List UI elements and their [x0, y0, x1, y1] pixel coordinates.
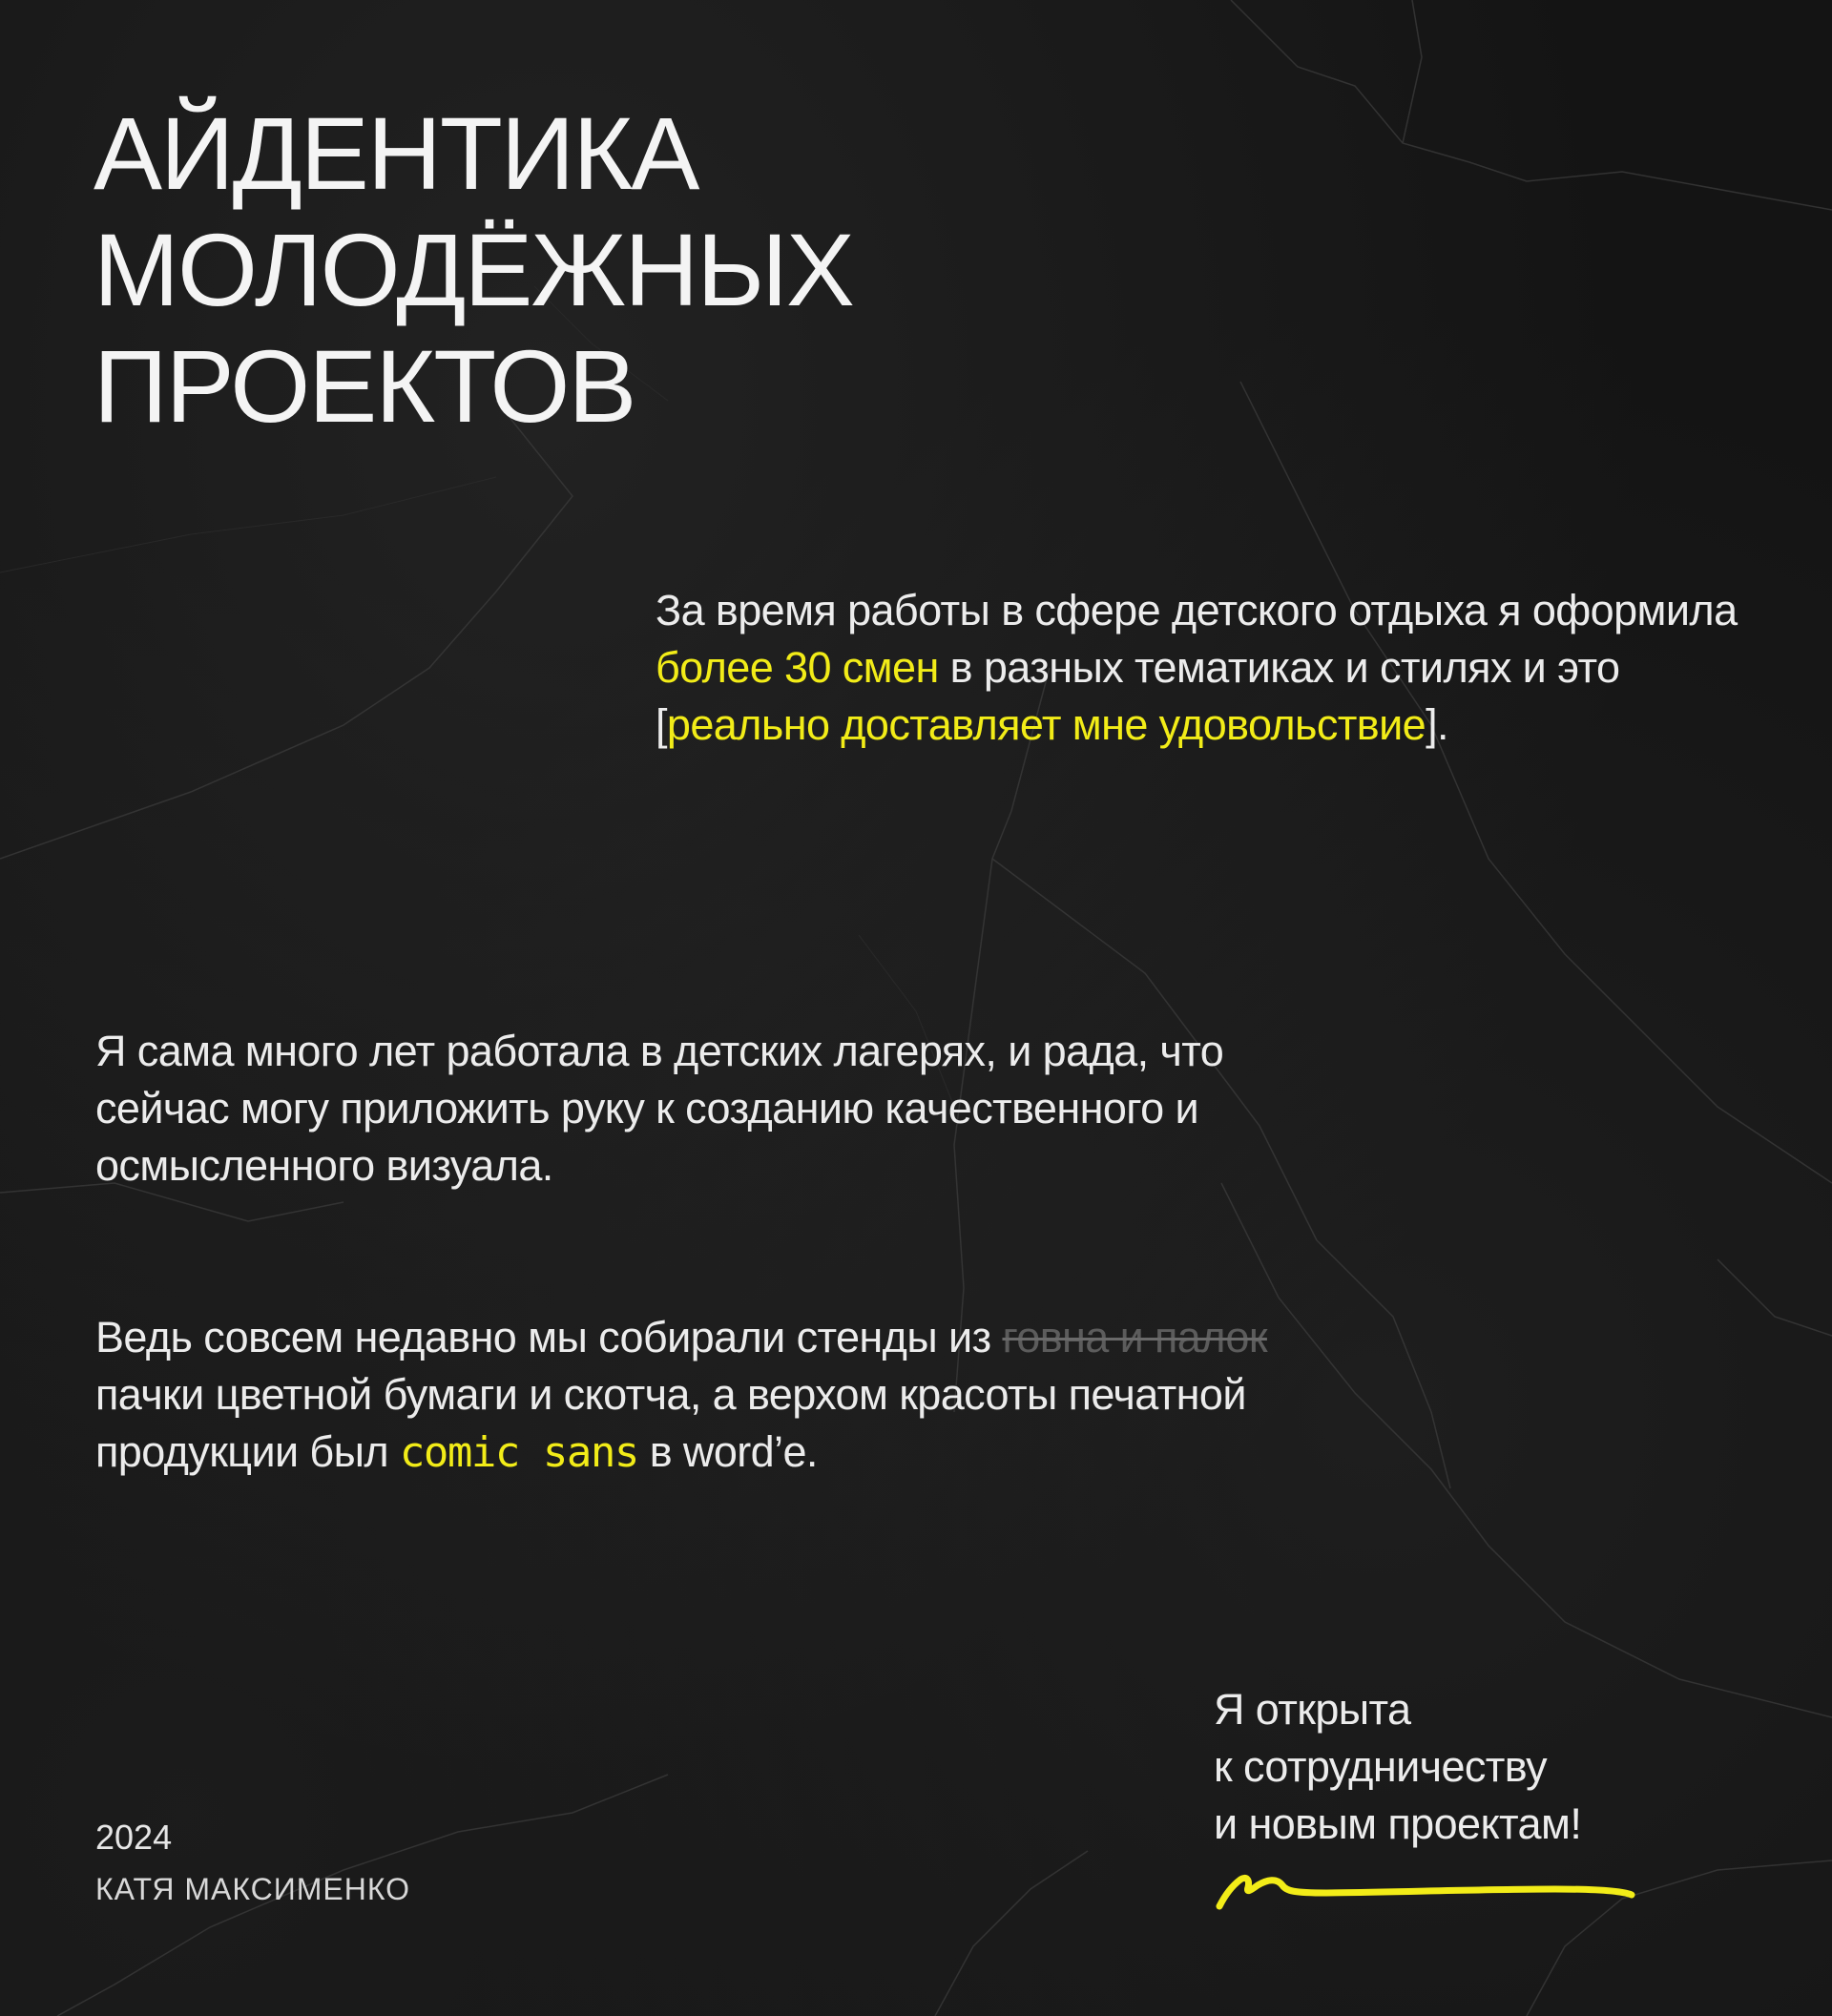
intro-highlight-pleasure: реально доставляет мне удовольствие	[666, 700, 1426, 749]
intro-highlight-shifts: более 30 смен	[656, 643, 939, 692]
title-line-1: АЙДЕНТИКА	[94, 95, 698, 211]
footer-author: КАТЯ МАКСИМЕНКО	[95, 1872, 410, 1906]
story-paragraph-2	[95, 1309, 1288, 1482]
story-text-end: в word’e.	[637, 1427, 818, 1476]
scribble-underline-icon	[1212, 1868, 1641, 1916]
intro-text-3: ].	[1426, 700, 1448, 749]
story-text-middle: пачки цветной бумаги и скотча, а верхом красоты печатной продукции был	[95, 1370, 1246, 1476]
cta-line-3: и новым проектам!	[1214, 1799, 1582, 1848]
title-line-2: МОЛОДЁЖНЫХ	[94, 212, 853, 327]
intro-text-2: в разных тематиках и стилях и это [	[656, 643, 1620, 749]
intro-paragraph	[656, 582, 1753, 754]
intro-text-1: За время работы в сфере детского отдыха я оформила	[656, 586, 1738, 634]
story-text-start: Ведь совсем недавно мы собирали стенды из	[95, 1313, 1003, 1361]
cta-block	[1214, 1681, 1786, 1853]
footer-year: 2024	[95, 1818, 173, 1857]
story-comic-sans: comic sans	[399, 1428, 638, 1477]
story-paragraph-1: Я сама много лет работала в детских лагерях, и рада, что сейчас могу приложить руку к созданию качественного и осмысленного визуала.	[95, 1027, 1224, 1190]
cta-line-2: к сотрудничеству	[1214, 1742, 1548, 1791]
story-strikethrough: говна и палок	[1002, 1313, 1267, 1361]
title-line-3: ПРОЕКТОВ	[94, 328, 635, 444]
page-title	[94, 95, 853, 445]
cta-line-1: Я открыта	[1214, 1685, 1411, 1734]
